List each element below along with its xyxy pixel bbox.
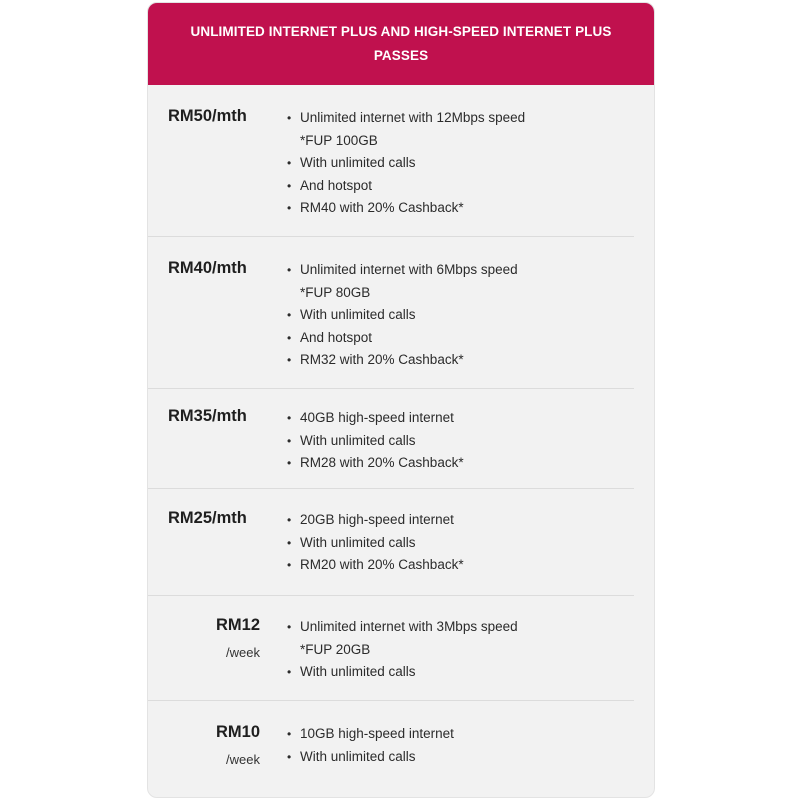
bullet-icon: • xyxy=(287,156,292,170)
bullet-icon: • xyxy=(287,433,292,448)
plan-feature-item xyxy=(286,430,634,453)
bullet-icon: • xyxy=(287,727,292,741)
plan-feature-text: RM28 with 20% Cashback* xyxy=(300,455,464,470)
plan-feature-item xyxy=(286,509,634,532)
plan-row xyxy=(148,489,634,596)
plan-feature-item xyxy=(286,175,634,198)
plan-price: RM25/mth xyxy=(168,509,247,527)
plan-feature-text: And hotspot xyxy=(300,329,373,345)
plan-features-list xyxy=(286,407,634,488)
bullet-icon: • xyxy=(287,535,292,550)
plan-row xyxy=(148,701,634,798)
plan-feature-text: With unlimited calls xyxy=(300,432,416,448)
plan-price-column xyxy=(148,723,286,798)
plan-feature-item xyxy=(286,304,634,327)
bullet-icon: • xyxy=(287,178,292,193)
plans-card xyxy=(147,2,655,798)
plan-row xyxy=(148,596,634,701)
plan-feature-item xyxy=(286,723,634,746)
bullet-icon: • xyxy=(287,749,292,764)
plan-feature-footnote: *FUP 80GB xyxy=(300,284,371,300)
plan-features-list xyxy=(286,723,634,798)
plan-price-column xyxy=(148,107,286,236)
plan-feature-item xyxy=(286,197,634,220)
plans-list xyxy=(148,85,654,798)
plan-feature-text: Unlimited internet with 6Mbps speed xyxy=(300,262,518,277)
plans-header xyxy=(148,3,654,85)
plan-price: RM10 xyxy=(215,723,260,741)
plan-feature-text: With unlimited calls xyxy=(300,748,416,764)
bullet-icon: • xyxy=(287,111,292,125)
plan-feature-item xyxy=(286,407,634,430)
plan-row xyxy=(148,237,634,389)
plan-feature-item xyxy=(286,259,634,304)
plan-price-column xyxy=(148,259,286,388)
plan-feature-item xyxy=(286,327,634,350)
plan-price: RM40/mth xyxy=(168,259,247,277)
plan-feature-text: Unlimited internet with 3Mbps speed xyxy=(300,619,518,634)
bullet-icon: • xyxy=(287,513,292,527)
bullet-icon: • xyxy=(287,201,292,215)
plan-price: RM12 xyxy=(215,616,260,634)
plan-features-list xyxy=(286,107,634,236)
plan-price: RM35/mth xyxy=(168,407,247,425)
bullet-icon: • xyxy=(287,330,292,345)
bullet-icon: • xyxy=(287,558,292,572)
bullet-icon: • xyxy=(287,665,292,679)
bullet-icon: • xyxy=(287,308,292,322)
plan-feature-text: 40GB high-speed internet xyxy=(300,410,454,425)
plan-feature-item xyxy=(286,452,634,475)
plan-feature-text: RM40 with 20% Cashback* xyxy=(300,200,464,215)
plan-features-list xyxy=(286,259,634,388)
plan-features-list xyxy=(286,616,634,700)
plan-feature-item xyxy=(286,746,634,769)
plan-feature-footnote: *FUP 100GB xyxy=(300,132,378,148)
bullet-icon: • xyxy=(287,411,292,425)
plan-feature-text: RM20 with 20% Cashback* xyxy=(300,557,464,572)
plan-feature-text: 10GB high-speed internet xyxy=(300,726,454,741)
plan-feature-text: Unlimited internet with 12Mbps speed xyxy=(300,110,526,125)
plan-feature-item xyxy=(286,554,634,577)
bullet-icon: • xyxy=(287,620,292,634)
plan-row xyxy=(148,389,634,489)
plan-features-list xyxy=(286,509,634,595)
plan-feature-text: With unlimited calls xyxy=(300,155,416,170)
plan-feature-item xyxy=(286,616,634,661)
plan-period: /week xyxy=(226,645,260,660)
plan-feature-text: And hotspot xyxy=(300,177,373,193)
plan-feature-item xyxy=(286,107,634,152)
plan-feature-text: With unlimited calls xyxy=(300,534,416,550)
plan-feature-item xyxy=(286,661,634,684)
plan-row xyxy=(148,85,634,237)
bullet-icon: • xyxy=(287,263,292,277)
bullet-icon: • xyxy=(287,456,292,470)
plan-period: /week xyxy=(226,752,260,767)
plan-feature-item xyxy=(286,152,634,175)
plan-feature-text: With unlimited calls xyxy=(300,664,416,679)
plan-price-column xyxy=(148,509,286,595)
bullet-icon: • xyxy=(287,353,292,367)
plan-price-column xyxy=(148,616,286,700)
plans-header-title: UNLIMITED INTERNET PLUS AND HIGH-SPEED INTERNET PLUS PASSES xyxy=(190,24,612,63)
plan-feature-item xyxy=(286,532,634,555)
plan-feature-item xyxy=(286,349,634,372)
plan-price-column xyxy=(148,407,286,488)
plan-price: RM50/mth xyxy=(168,107,247,125)
plan-feature-text: RM32 with 20% Cashback* xyxy=(300,352,464,367)
plan-feature-footnote: *FUP 20GB xyxy=(300,641,371,657)
plan-feature-text: With unlimited calls xyxy=(300,307,416,322)
plan-feature-text: 20GB high-speed internet xyxy=(300,512,454,527)
